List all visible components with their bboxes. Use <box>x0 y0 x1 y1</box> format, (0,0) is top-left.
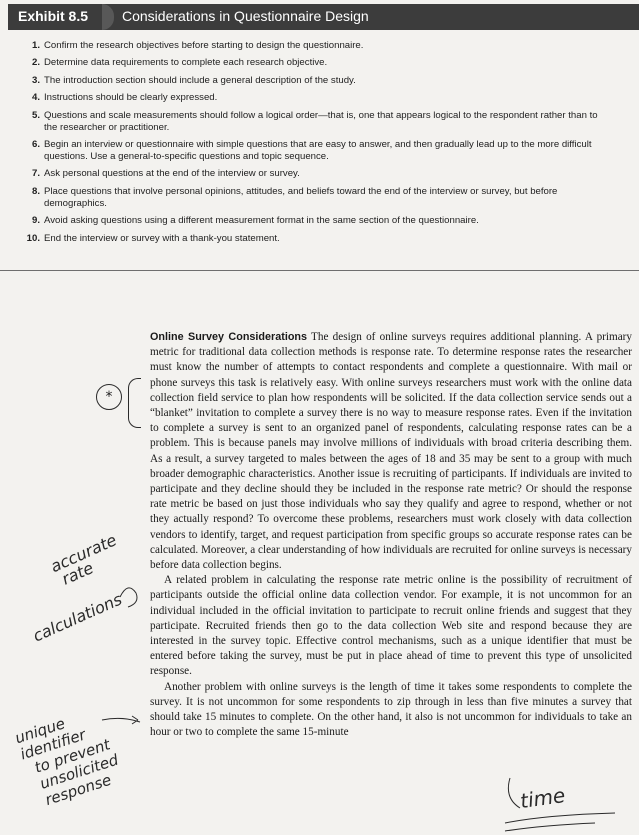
item-number: 7. <box>31 168 40 180</box>
item-number: 3. <box>31 74 40 86</box>
connector-mark <box>508 778 520 808</box>
arrow-line-mark <box>102 718 140 722</box>
item-number: 9. <box>31 215 40 227</box>
item-text: End the interview or survey with a thank-you statement. <box>44 232 280 244</box>
time-note: time <box>518 782 567 814</box>
exhibit-title: Considerations in Questionnaire Design <box>122 8 369 24</box>
item-text: Determine data requirements to complete each research objective. <box>44 57 328 69</box>
item-number: 8. <box>31 185 40 197</box>
item-number: 2. <box>31 57 40 69</box>
item-text: Begin an interview or questionnaire with simple questions that are easy to answer, and then gradually lead up to the more difficult questions. Use a general-to-specific questions and topic sequence. <box>44 138 592 162</box>
section-heading: Online Survey Considerations <box>150 331 308 343</box>
calculations-note: calculations <box>30 589 125 646</box>
unique-identifier-note: unique identifier to prevent unsolicited response <box>12 714 121 812</box>
item-number: 4. <box>31 92 40 104</box>
item-text: Ask personal questions at the end of the interview or survey. <box>44 168 300 180</box>
circle-arrow-mark <box>120 588 137 607</box>
item-number: 5. <box>31 109 40 121</box>
exhibit-label: Exhibit 8.5 <box>18 8 89 24</box>
item-text: The introduction section should include a general description of the study. <box>44 74 356 86</box>
paragraph-2: A related problem in calculating the response rate metric online is the possibility of recruitment of participants outside the official online data collection vendor. For example, it is not uncommon for an individual included in the official invitation to participate to recruit online friends and suggest that they participate. Recruited friends then go to the data collection Web site and respond because they are interested in the survey topic. Effective control mechanisms, such as a unique identifier that must be entered before taking the survey, must be put in place ahead of time to prevent this type of unsolicited response. <box>150 574 632 678</box>
item-number: 1. <box>31 40 40 51</box>
item-text: Confirm the research objectives before starting to design the questionnaire. <box>44 40 364 51</box>
underline-mark <box>505 813 615 823</box>
paragraph-3: Another problem with online surveys is the length of time it takes some respondents to complete the survey. It is not uncommon for some respondents to zip through in less than five minutes a survey that should take 15 minutes to complete. On the other hand, it also is not uncommon for individuals to take an hour or two to complete the same 15-minute <box>150 680 632 739</box>
item-text: Avoid asking questions using a different measurement format in the same section of the questionnaire. <box>44 215 479 227</box>
item-number: 10. <box>26 232 40 244</box>
circled-star-annotation: * <box>96 384 122 410</box>
accurate-rate-note: accurate rate <box>47 530 120 591</box>
item-text: Place questions that involve personal opinions, attitudes, and beliefs toward the end of the interview or survey, but before demographics. <box>44 185 558 209</box>
item-text: Questions and scale measurements should follow a logical order—that is, one that appears logical to the respondent rather than to the researcher or practitioner. <box>44 109 598 133</box>
item-text: Instructions should be clearly expressed. <box>44 92 218 104</box>
paragraph-1-text: The design of online surveys requires additional planning. A primary metric for traditional data collection methods is response rate. To determine response rates the researcher must know the number of attempts to contact respondents and complete a questionnaire. With mail or phone surveys this task is relatively easy. With online surveys researchers must work with the online data collection field service to plan how respondents will be solicited. If the data collection service sends out a “blanket” invitation to complete a survey there is no way to measure response rates. Even if the invitation to complete a survey is sent to an organized panel of respondents, calculating response rates can be a problem. This is because panels may involve millions of individuals with broad criteria describing them. As a result, a survey targeted to males between the ages of 18 and 35 may be sent to a group with much broader demographic characteristics. Another issue is recruiting of participants. If individuals are invited to participate and they decline should they be included in the response rate metric? Or should the response rate metric be based on just those individuals who say they qualify and agree to respond, whether or not they actually respond? To overcome these problems, researchers must work closely with data collection vendors to identify, target, and request participation from specific groups so accurate response rates can be calculated. Moreover, a clear understanding of how individuals are recruited for online surveys is necessary before data collection begins. <box>150 331 632 572</box>
underline-mark-2 <box>505 823 595 831</box>
item-number: 6. <box>31 138 40 150</box>
